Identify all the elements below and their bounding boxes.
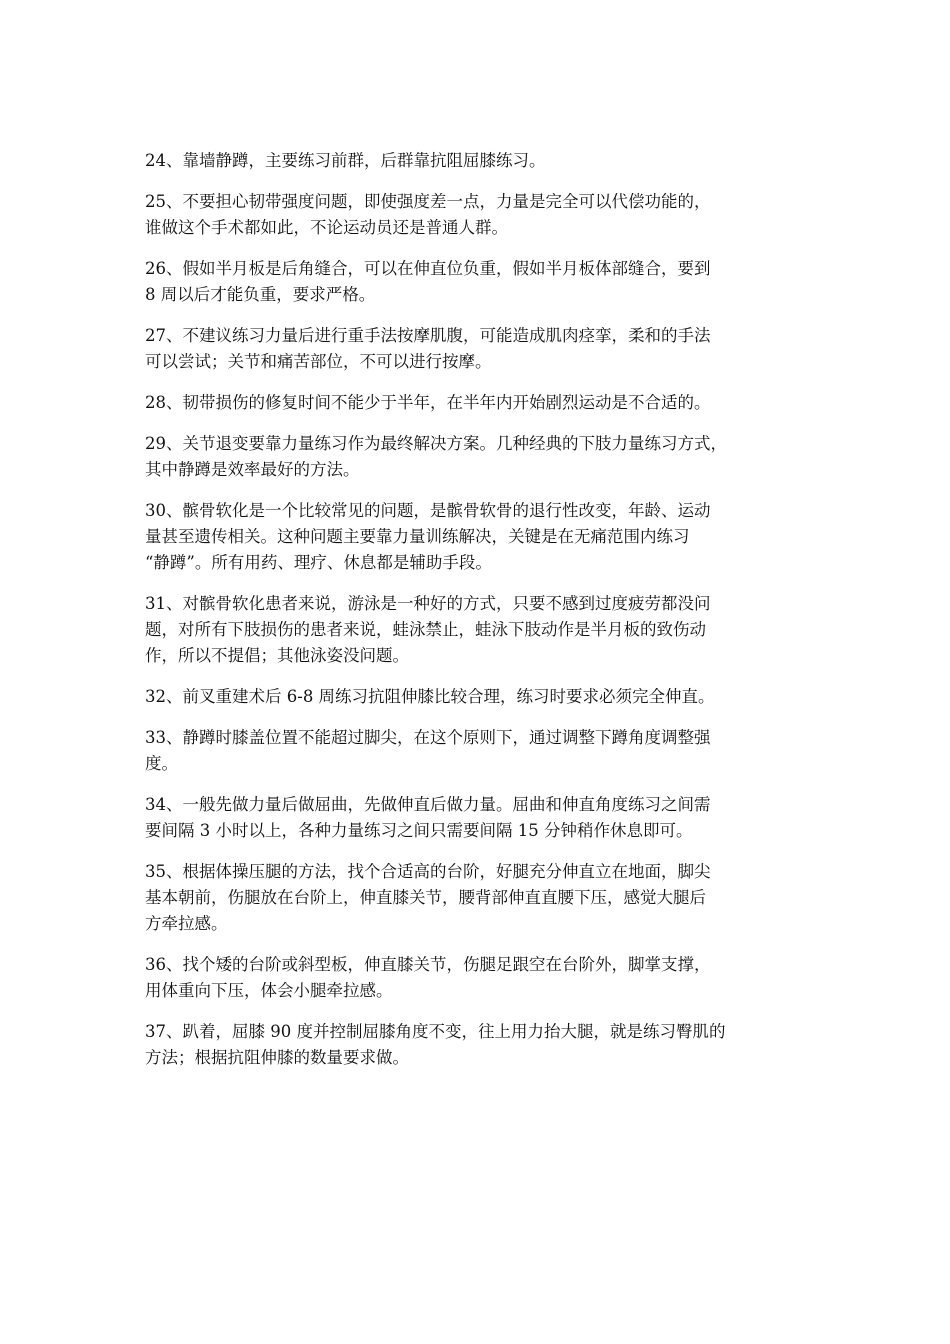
paragraph-line: 32、前叉重建术后 6-8 周练习抗阻伸膝比较合理，练习时要求必须完全伸直。 [145,687,715,706]
paragraph-item [145,189,821,241]
paragraph-item [145,431,821,483]
paragraph-item [145,792,821,844]
paragraph-line: 作，所以不提倡；其他泳姿没问题。 [145,646,409,665]
paragraph-line: 题，对所有下肢损伤的患者来说，蛙泳禁止，蛙泳下肢动作是半月板的致伤动 [145,620,706,639]
paragraph-line: 方法；根据抗阻伸膝的数量要求做。 [145,1048,409,1067]
paragraph-line: 30、髌骨软化是一个比较常见的问题，是髌骨软骨的退行性改变，年龄、运动 [145,501,711,520]
paragraph-line: “静蹲”。所有用药、理疗、休息都是辅助手段。 [145,553,492,572]
paragraph-line: 24、靠墙静蹲，主要练习前群，后群靠抗阻屈膝练习。 [145,151,546,170]
paragraph-line: 28、韧带损伤的修复时间不能少于半年，在半年内开始剧烈运动是不合适的。 [145,393,711,412]
document-body [145,148,821,1086]
paragraph-item [145,952,821,1004]
paragraph-line: 26、假如半月板是后角缝合，可以在伸直位负重，假如半月板体部缝合，要到 [145,259,711,278]
paragraph-item [145,323,821,375]
paragraph-line: 要间隔 3 小时以上，各种力量练习之间只需要间隔 15 分钟稍作休息即可。 [145,821,693,840]
paragraph-line: 量甚至遗传相关。这种问题主要靠力量训练解决，关键是在无痛范围内练习 [145,527,690,546]
paragraph-line: 37、趴着，屈膝 90 度并控制屈膝角度不变，往上用力抬大腿，就是练习臀肌的 [145,1022,726,1041]
paragraph-line: 25、不要担心韧带强度问题，即使强度差一点，力量是完全可以代偿功能的， [145,192,711,211]
paragraph-line: 35、根据体操压腿的方法，找个合适高的台阶，好腿充分伸直立在地面，脚尖 [145,862,711,881]
paragraph-item [145,591,821,669]
paragraph-line: 度。 [145,754,178,773]
paragraph-item [145,390,821,416]
paragraph-line: 29、关节退变要靠力量练习作为最终解决方案。几种经典的下肢力量练习方式， [145,434,727,453]
paragraph-item [145,256,821,308]
paragraph-line: 36、找个矮的台阶或斜型板，伸直膝关节，伤腿足跟空在台阶外，脚掌支撑， [145,955,711,974]
paragraph-item [145,859,821,937]
paragraph-line: 可以尝试；关节和痛苦部位，不可以进行按摩。 [145,352,492,371]
paragraph-line: 基本朝前，伤腿放在台阶上，伸直膝关节，腰背部伸直直腰下压，感觉大腿后 [145,888,706,907]
paragraph-line: 其中静蹲是效率最好的方法。 [145,460,360,479]
paragraph-line: 33、静蹲时膝盖位置不能超过脚尖，在这个原则下，通过调整下蹲角度调整强 [145,728,711,747]
paragraph-line: 方牵拉感。 [145,914,228,933]
paragraph-item [145,148,821,174]
paragraph-line: 谁做这个手术都如此，不论运动员还是普通人群。 [145,218,508,237]
paragraph-line: 34、一般先做力量后做屈曲，先做伸直后做力量。屈曲和伸直角度练习之间需 [145,795,711,814]
paragraph-line: 8 周以后才能负重，要求严格。 [145,285,376,304]
paragraph-item [145,498,821,576]
paragraph-line: 27、不建议练习力量后进行重手法按摩肌腹，可能造成肌肉痉挛，柔和的手法 [145,326,711,345]
paragraph-item [145,725,821,777]
paragraph-item [145,684,821,710]
paragraph-line: 31、对髌骨软化患者来说，游泳是一种好的方式，只要不感到过度疲劳都没问 [145,594,711,613]
paragraph-item [145,1019,821,1071]
paragraph-line: 用体重向下压，体会小腿牵拉感。 [145,981,393,1000]
